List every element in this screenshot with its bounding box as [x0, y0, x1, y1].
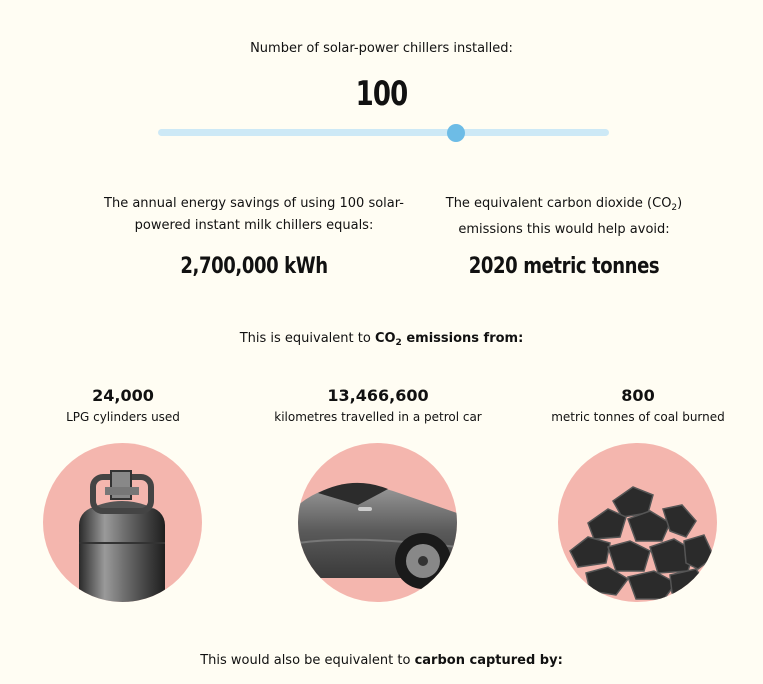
car-icon — [298, 443, 457, 602]
footer-prefix: This would also be equivalent to — [200, 653, 415, 668]
equivalent-heading — [0, 331, 763, 348]
co2-text-after: ) emissions this would help avoid: — [458, 196, 683, 237]
slider-value: 100 — [355, 74, 408, 114]
slider-label: Number of solar-power chillers installed: — [250, 41, 513, 56]
energy-savings-value: 2,700,000 kWh — [180, 254, 328, 279]
equivalent-co: CO — [374, 331, 396, 346]
lpg-circle — [43, 443, 202, 602]
equivalent-sub: 2 — [395, 338, 402, 348]
slider-thumb[interactable] — [447, 124, 465, 142]
lpg-label: LPG cylinders used — [66, 410, 180, 424]
energy-savings-text: The annual energy savings of using 100 solar-powered instant milk chillers equals: — [104, 196, 404, 233]
car-circle — [298, 443, 457, 602]
co2-text — [432, 193, 696, 241]
co2-text-sub: 2 — [671, 203, 678, 213]
co2-value: 2020 metric tonnes — [468, 254, 660, 279]
slider-track[interactable] — [158, 129, 609, 136]
footer-bold: carbon captured by: — [414, 653, 563, 668]
coal-label: metric tonnes of coal burned — [551, 410, 725, 424]
equivalent-prefix: This is equivalent to — [239, 331, 375, 346]
lpg-number: 24,000 — [92, 386, 154, 405]
coal-icon — [558, 443, 717, 602]
co2-text-before: The equivalent carbon dioxide (CO — [445, 196, 672, 211]
car-number: 13,466,600 — [327, 386, 429, 405]
lpg-cylinder-icon — [43, 443, 202, 602]
coal-number: 800 — [621, 386, 655, 405]
footer-text — [0, 653, 763, 668]
equivalent-rest: emissions from: — [401, 331, 524, 346]
car-label: kilometres travelled in a petrol car — [274, 410, 482, 424]
coal-circle — [558, 443, 717, 602]
